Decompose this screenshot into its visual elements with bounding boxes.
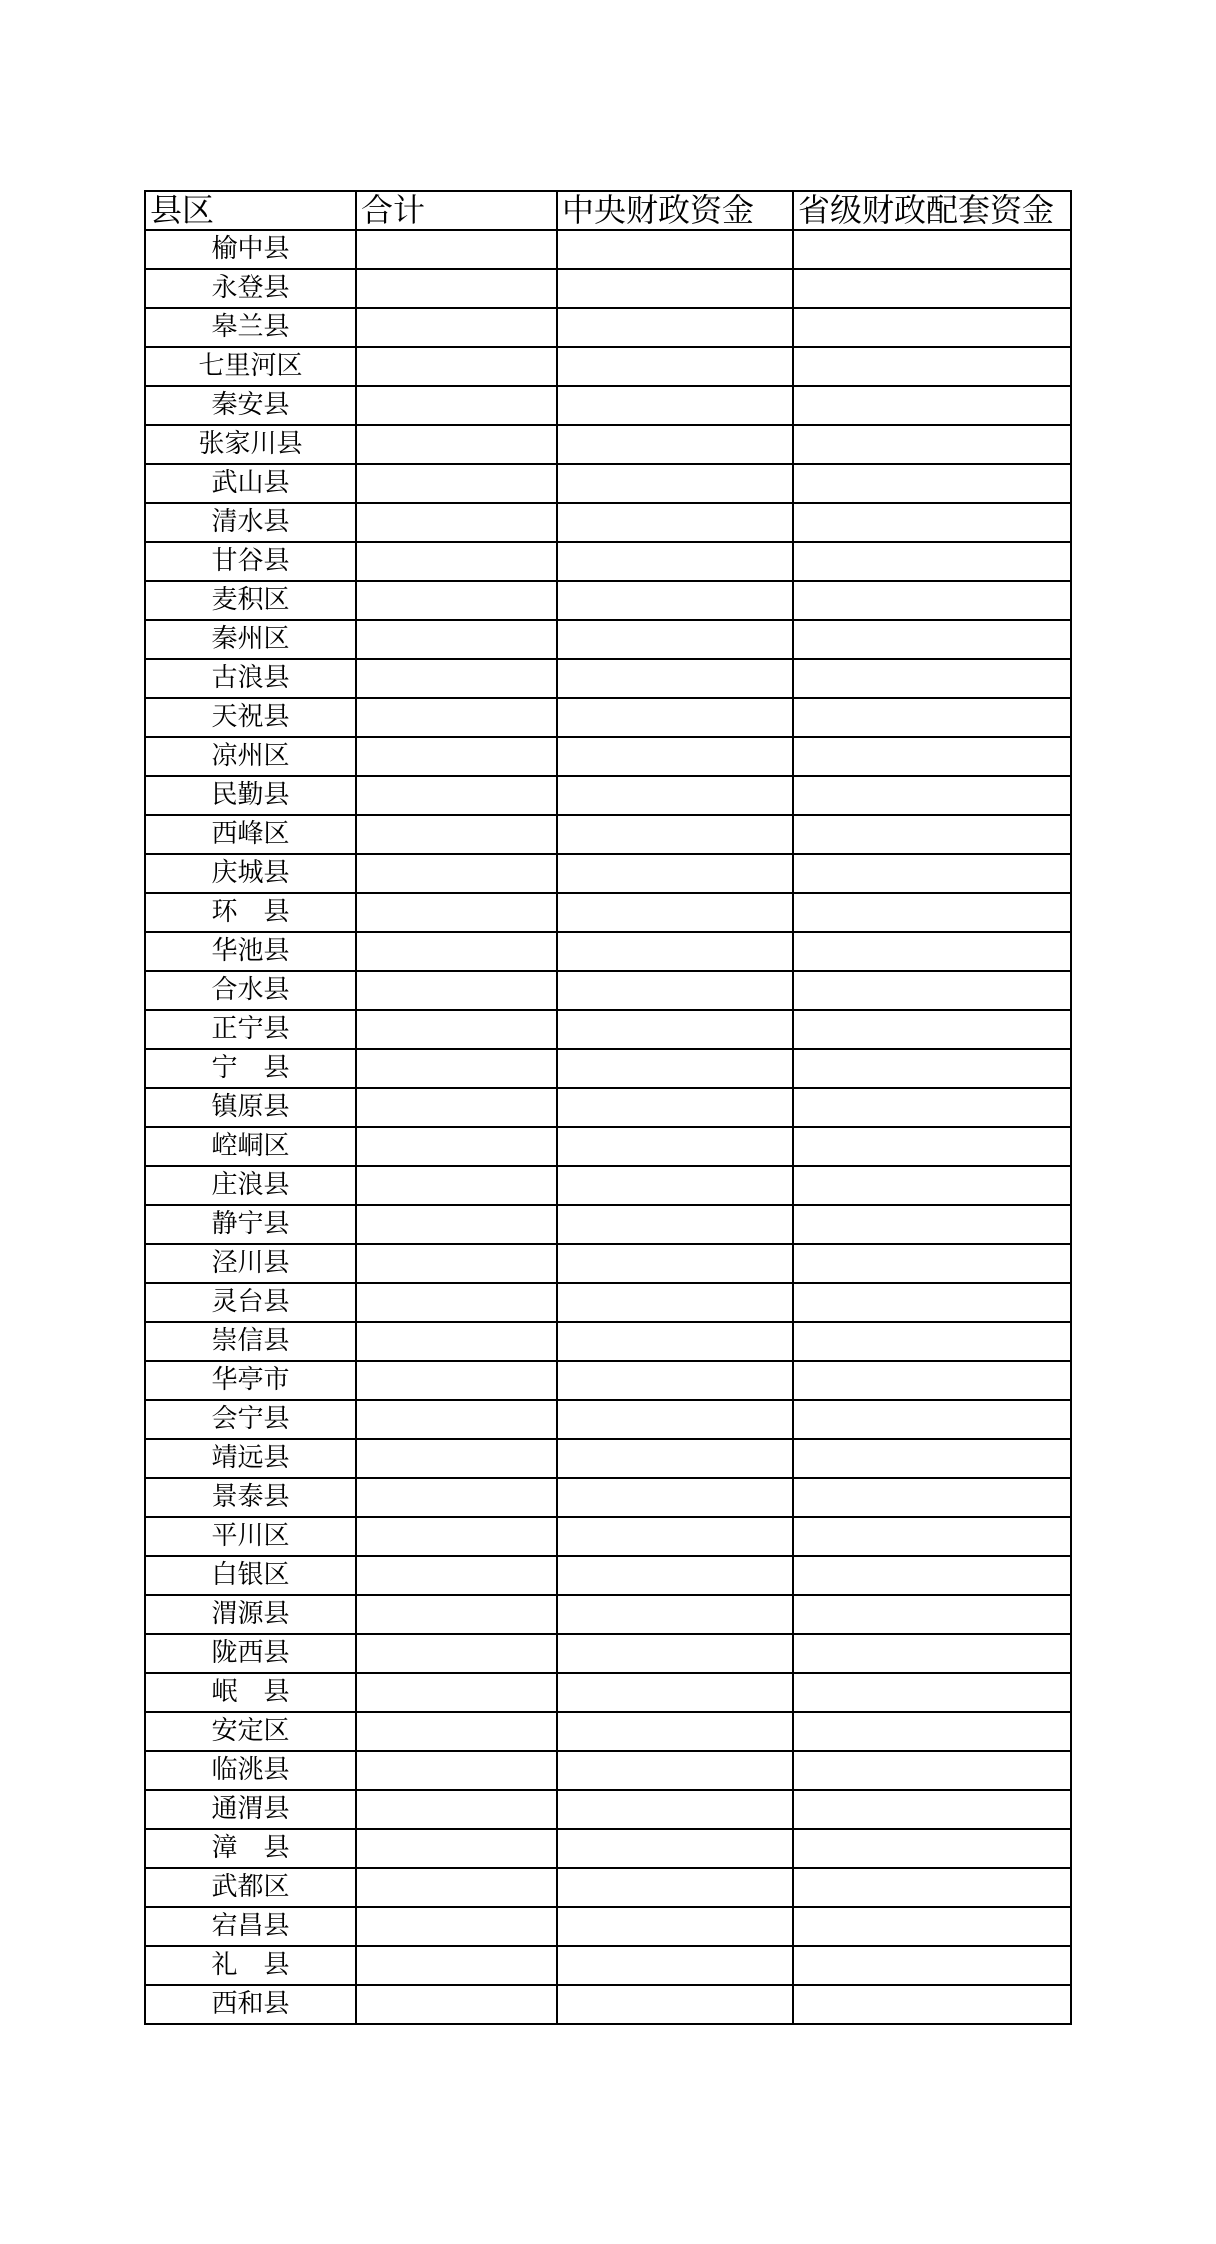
provincial-funds-cell (793, 1751, 1071, 1790)
central-funds-cell (557, 1790, 793, 1829)
total-cell (356, 1907, 557, 1946)
county-cell: 景泰县 (145, 1478, 356, 1517)
table-row (145, 1985, 1071, 2024)
table-row (145, 776, 1071, 815)
header-total: 合计 (356, 191, 557, 230)
table-row (145, 464, 1071, 503)
central-funds-cell (557, 1556, 793, 1595)
county-cell: 安定区 (145, 1712, 356, 1751)
table-row (145, 1439, 1071, 1478)
total-cell (356, 1712, 557, 1751)
header-county: 县区 (145, 191, 356, 230)
county-cell: 古浪县 (145, 659, 356, 698)
central-funds-cell (557, 1166, 793, 1205)
county-cell: 华池县 (145, 932, 356, 971)
provincial-funds-cell (793, 1166, 1071, 1205)
county-cell: 秦安县 (145, 386, 356, 425)
provincial-funds-cell (793, 1595, 1071, 1634)
provincial-funds-cell (793, 815, 1071, 854)
total-cell (356, 1751, 557, 1790)
provincial-funds-cell (793, 1010, 1071, 1049)
county-cell: 崆峒区 (145, 1127, 356, 1166)
table-row (145, 1634, 1071, 1673)
provincial-funds-cell (793, 269, 1071, 308)
total-cell (356, 1205, 557, 1244)
provincial-funds-cell (793, 1634, 1071, 1673)
table-row (145, 1283, 1071, 1322)
central-funds-cell (557, 425, 793, 464)
central-funds-cell (557, 1478, 793, 1517)
provincial-funds-cell (793, 1829, 1071, 1868)
county-cell: 临洮县 (145, 1751, 356, 1790)
central-funds-cell (557, 1829, 793, 1868)
table-row (145, 503, 1071, 542)
central-funds-cell (557, 1751, 793, 1790)
table-row (145, 1010, 1071, 1049)
provincial-funds-cell (793, 230, 1071, 269)
total-cell (356, 815, 557, 854)
provincial-funds-cell (793, 1361, 1071, 1400)
county-cell: 平川区 (145, 1517, 356, 1556)
central-funds-cell (557, 464, 793, 503)
county-cell: 榆中县 (145, 230, 356, 269)
county-cell: 皋兰县 (145, 308, 356, 347)
central-funds-cell (557, 776, 793, 815)
county-cell: 岷 县 (145, 1673, 356, 1712)
total-cell (356, 1634, 557, 1673)
central-funds-cell (557, 542, 793, 581)
county-cell: 泾川县 (145, 1244, 356, 1283)
provincial-funds-cell (793, 386, 1071, 425)
county-cell: 西和县 (145, 1985, 356, 2024)
county-cell: 秦州区 (145, 620, 356, 659)
county-cell: 礼 县 (145, 1946, 356, 1985)
total-cell (356, 308, 557, 347)
central-funds-cell (557, 386, 793, 425)
central-funds-cell (557, 1400, 793, 1439)
county-cell: 合水县 (145, 971, 356, 1010)
central-funds-cell (557, 1595, 793, 1634)
table-row (145, 1088, 1071, 1127)
county-cell: 华亭市 (145, 1361, 356, 1400)
table-row (145, 425, 1071, 464)
county-cell: 镇原县 (145, 1088, 356, 1127)
central-funds-cell (557, 1673, 793, 1712)
county-cell: 正宁县 (145, 1010, 356, 1049)
county-cell: 环 县 (145, 893, 356, 932)
central-funds-cell (557, 815, 793, 854)
table-row (145, 581, 1071, 620)
table-row (145, 1478, 1071, 1517)
county-cell: 渭源县 (145, 1595, 356, 1634)
provincial-funds-cell (793, 1712, 1071, 1751)
county-cell: 庄浪县 (145, 1166, 356, 1205)
table-row (145, 620, 1071, 659)
provincial-funds-cell (793, 1517, 1071, 1556)
provincial-funds-cell (793, 893, 1071, 932)
provincial-funds-cell (793, 308, 1071, 347)
central-funds-cell (557, 854, 793, 893)
provincial-funds-cell (793, 776, 1071, 815)
table-row (145, 854, 1071, 893)
total-cell (356, 854, 557, 893)
county-cell: 天祝县 (145, 698, 356, 737)
central-funds-cell (557, 620, 793, 659)
table-row (145, 1829, 1071, 1868)
table-row (145, 1556, 1071, 1595)
provincial-funds-cell (793, 1088, 1071, 1127)
total-cell (356, 1283, 557, 1322)
county-cell: 庆城县 (145, 854, 356, 893)
table-row (145, 1790, 1071, 1829)
provincial-funds-cell (793, 1673, 1071, 1712)
provincial-funds-cell (793, 425, 1071, 464)
provincial-funds-cell (793, 1556, 1071, 1595)
central-funds-cell (557, 1049, 793, 1088)
central-funds-cell (557, 1010, 793, 1049)
total-cell (356, 542, 557, 581)
provincial-funds-cell (793, 1907, 1071, 1946)
total-cell (356, 1244, 557, 1283)
county-cell: 宕昌县 (145, 1907, 356, 1946)
provincial-funds-cell (793, 542, 1071, 581)
central-funds-cell (557, 1088, 793, 1127)
table-row (145, 1673, 1071, 1712)
county-cell: 西峰区 (145, 815, 356, 854)
county-cell: 会宁县 (145, 1400, 356, 1439)
table-row (145, 230, 1071, 269)
central-funds-cell (557, 1712, 793, 1751)
central-funds-cell (557, 1127, 793, 1166)
total-cell (356, 269, 557, 308)
provincial-funds-cell (793, 1946, 1071, 1985)
table-row (145, 1049, 1071, 1088)
county-cell: 靖远县 (145, 1439, 356, 1478)
provincial-funds-cell (793, 1049, 1071, 1088)
total-cell (356, 1088, 557, 1127)
county-cell: 白银区 (145, 1556, 356, 1595)
table-row (145, 347, 1071, 386)
total-cell (356, 1790, 557, 1829)
provincial-funds-cell (793, 620, 1071, 659)
table-row (145, 893, 1071, 932)
provincial-funds-cell (793, 1400, 1071, 1439)
table-row (145, 932, 1071, 971)
provincial-funds-cell (793, 347, 1071, 386)
county-cell: 清水县 (145, 503, 356, 542)
total-cell (356, 1673, 557, 1712)
county-cell: 陇西县 (145, 1634, 356, 1673)
table-row (145, 1127, 1071, 1166)
header-provincial-funds: 省级财政配套资金 (793, 191, 1071, 230)
funding-table (144, 190, 1072, 2025)
provincial-funds-cell (793, 854, 1071, 893)
provincial-funds-cell (793, 698, 1071, 737)
county-cell: 漳 县 (145, 1829, 356, 1868)
total-cell (356, 1322, 557, 1361)
table-row (145, 1595, 1071, 1634)
table-row (145, 1166, 1071, 1205)
total-cell (356, 464, 557, 503)
table-row (145, 308, 1071, 347)
central-funds-cell (557, 1517, 793, 1556)
central-funds-cell (557, 1634, 793, 1673)
provincial-funds-cell (793, 659, 1071, 698)
table-row (145, 698, 1071, 737)
total-cell (356, 776, 557, 815)
total-cell (356, 1010, 557, 1049)
central-funds-cell (557, 659, 793, 698)
total-cell (356, 659, 557, 698)
provincial-funds-cell (793, 932, 1071, 971)
total-cell (356, 1946, 557, 1985)
central-funds-cell (557, 581, 793, 620)
table-row (145, 1322, 1071, 1361)
central-funds-cell (557, 698, 793, 737)
table-row (145, 1517, 1071, 1556)
total-cell (356, 1556, 557, 1595)
central-funds-cell (557, 1946, 793, 1985)
county-cell: 麦积区 (145, 581, 356, 620)
central-funds-cell (557, 347, 793, 386)
total-cell (356, 425, 557, 464)
provincial-funds-cell (793, 464, 1071, 503)
table-row (145, 1907, 1071, 1946)
central-funds-cell (557, 1868, 793, 1907)
table-row (145, 542, 1071, 581)
table-row (145, 1361, 1071, 1400)
provincial-funds-cell (793, 1283, 1071, 1322)
total-cell (356, 1439, 557, 1478)
central-funds-cell (557, 1322, 793, 1361)
table-row (145, 1400, 1071, 1439)
central-funds-cell (557, 1244, 793, 1283)
total-cell (356, 1049, 557, 1088)
total-cell (356, 1868, 557, 1907)
table-row (145, 815, 1071, 854)
total-cell (356, 1829, 557, 1868)
table-row (145, 1751, 1071, 1790)
provincial-funds-cell (793, 971, 1071, 1010)
total-cell (356, 971, 557, 1010)
county-cell: 宁 县 (145, 1049, 356, 1088)
central-funds-cell (557, 971, 793, 1010)
provincial-funds-cell (793, 581, 1071, 620)
central-funds-cell (557, 1283, 793, 1322)
total-cell (356, 1517, 557, 1556)
provincial-funds-cell (793, 737, 1071, 776)
table-row (145, 269, 1071, 308)
total-cell (356, 737, 557, 776)
table-row (145, 1244, 1071, 1283)
total-cell (356, 1478, 557, 1517)
central-funds-cell (557, 1985, 793, 2024)
total-cell (356, 581, 557, 620)
provincial-funds-cell (793, 503, 1071, 542)
table-row (145, 659, 1071, 698)
table-row (145, 971, 1071, 1010)
total-cell (356, 620, 557, 659)
total-cell (356, 1127, 557, 1166)
central-funds-cell (557, 932, 793, 971)
county-cell: 通渭县 (145, 1790, 356, 1829)
provincial-funds-cell (793, 1322, 1071, 1361)
central-funds-cell (557, 1205, 793, 1244)
total-cell (356, 893, 557, 932)
provincial-funds-cell (793, 1868, 1071, 1907)
central-funds-cell (557, 269, 793, 308)
total-cell (356, 503, 557, 542)
header-central-funds: 中央财政资金 (557, 191, 793, 230)
county-cell: 崇信县 (145, 1322, 356, 1361)
county-cell: 永登县 (145, 269, 356, 308)
provincial-funds-cell (793, 1127, 1071, 1166)
county-cell: 甘谷县 (145, 542, 356, 581)
central-funds-cell (557, 308, 793, 347)
county-cell: 凉州区 (145, 737, 356, 776)
total-cell (356, 386, 557, 425)
county-cell: 七里河区 (145, 347, 356, 386)
central-funds-cell (557, 893, 793, 932)
central-funds-cell (557, 1439, 793, 1478)
central-funds-cell (557, 1361, 793, 1400)
total-cell (356, 698, 557, 737)
county-cell: 武都区 (145, 1868, 356, 1907)
header-row (145, 191, 1071, 230)
table-row (145, 386, 1071, 425)
table-row (145, 1205, 1071, 1244)
central-funds-cell (557, 230, 793, 269)
provincial-funds-cell (793, 1439, 1071, 1478)
provincial-funds-cell (793, 1790, 1071, 1829)
total-cell (356, 1595, 557, 1634)
total-cell (356, 230, 557, 269)
total-cell (356, 1166, 557, 1205)
central-funds-cell (557, 503, 793, 542)
county-cell: 张家川县 (145, 425, 356, 464)
county-cell: 武山县 (145, 464, 356, 503)
table-row (145, 1868, 1071, 1907)
provincial-funds-cell (793, 1985, 1071, 2024)
provincial-funds-cell (793, 1244, 1071, 1283)
provincial-funds-cell (793, 1205, 1071, 1244)
table-row (145, 1712, 1071, 1751)
county-cell: 静宁县 (145, 1205, 356, 1244)
table-row (145, 1946, 1071, 1985)
central-funds-cell (557, 1907, 793, 1946)
total-cell (356, 1400, 557, 1439)
total-cell (356, 1985, 557, 2024)
total-cell (356, 1361, 557, 1400)
county-cell: 灵台县 (145, 1283, 356, 1322)
provincial-funds-cell (793, 1478, 1071, 1517)
table-row (145, 737, 1071, 776)
total-cell (356, 932, 557, 971)
total-cell (356, 347, 557, 386)
county-cell: 民勤县 (145, 776, 356, 815)
central-funds-cell (557, 737, 793, 776)
